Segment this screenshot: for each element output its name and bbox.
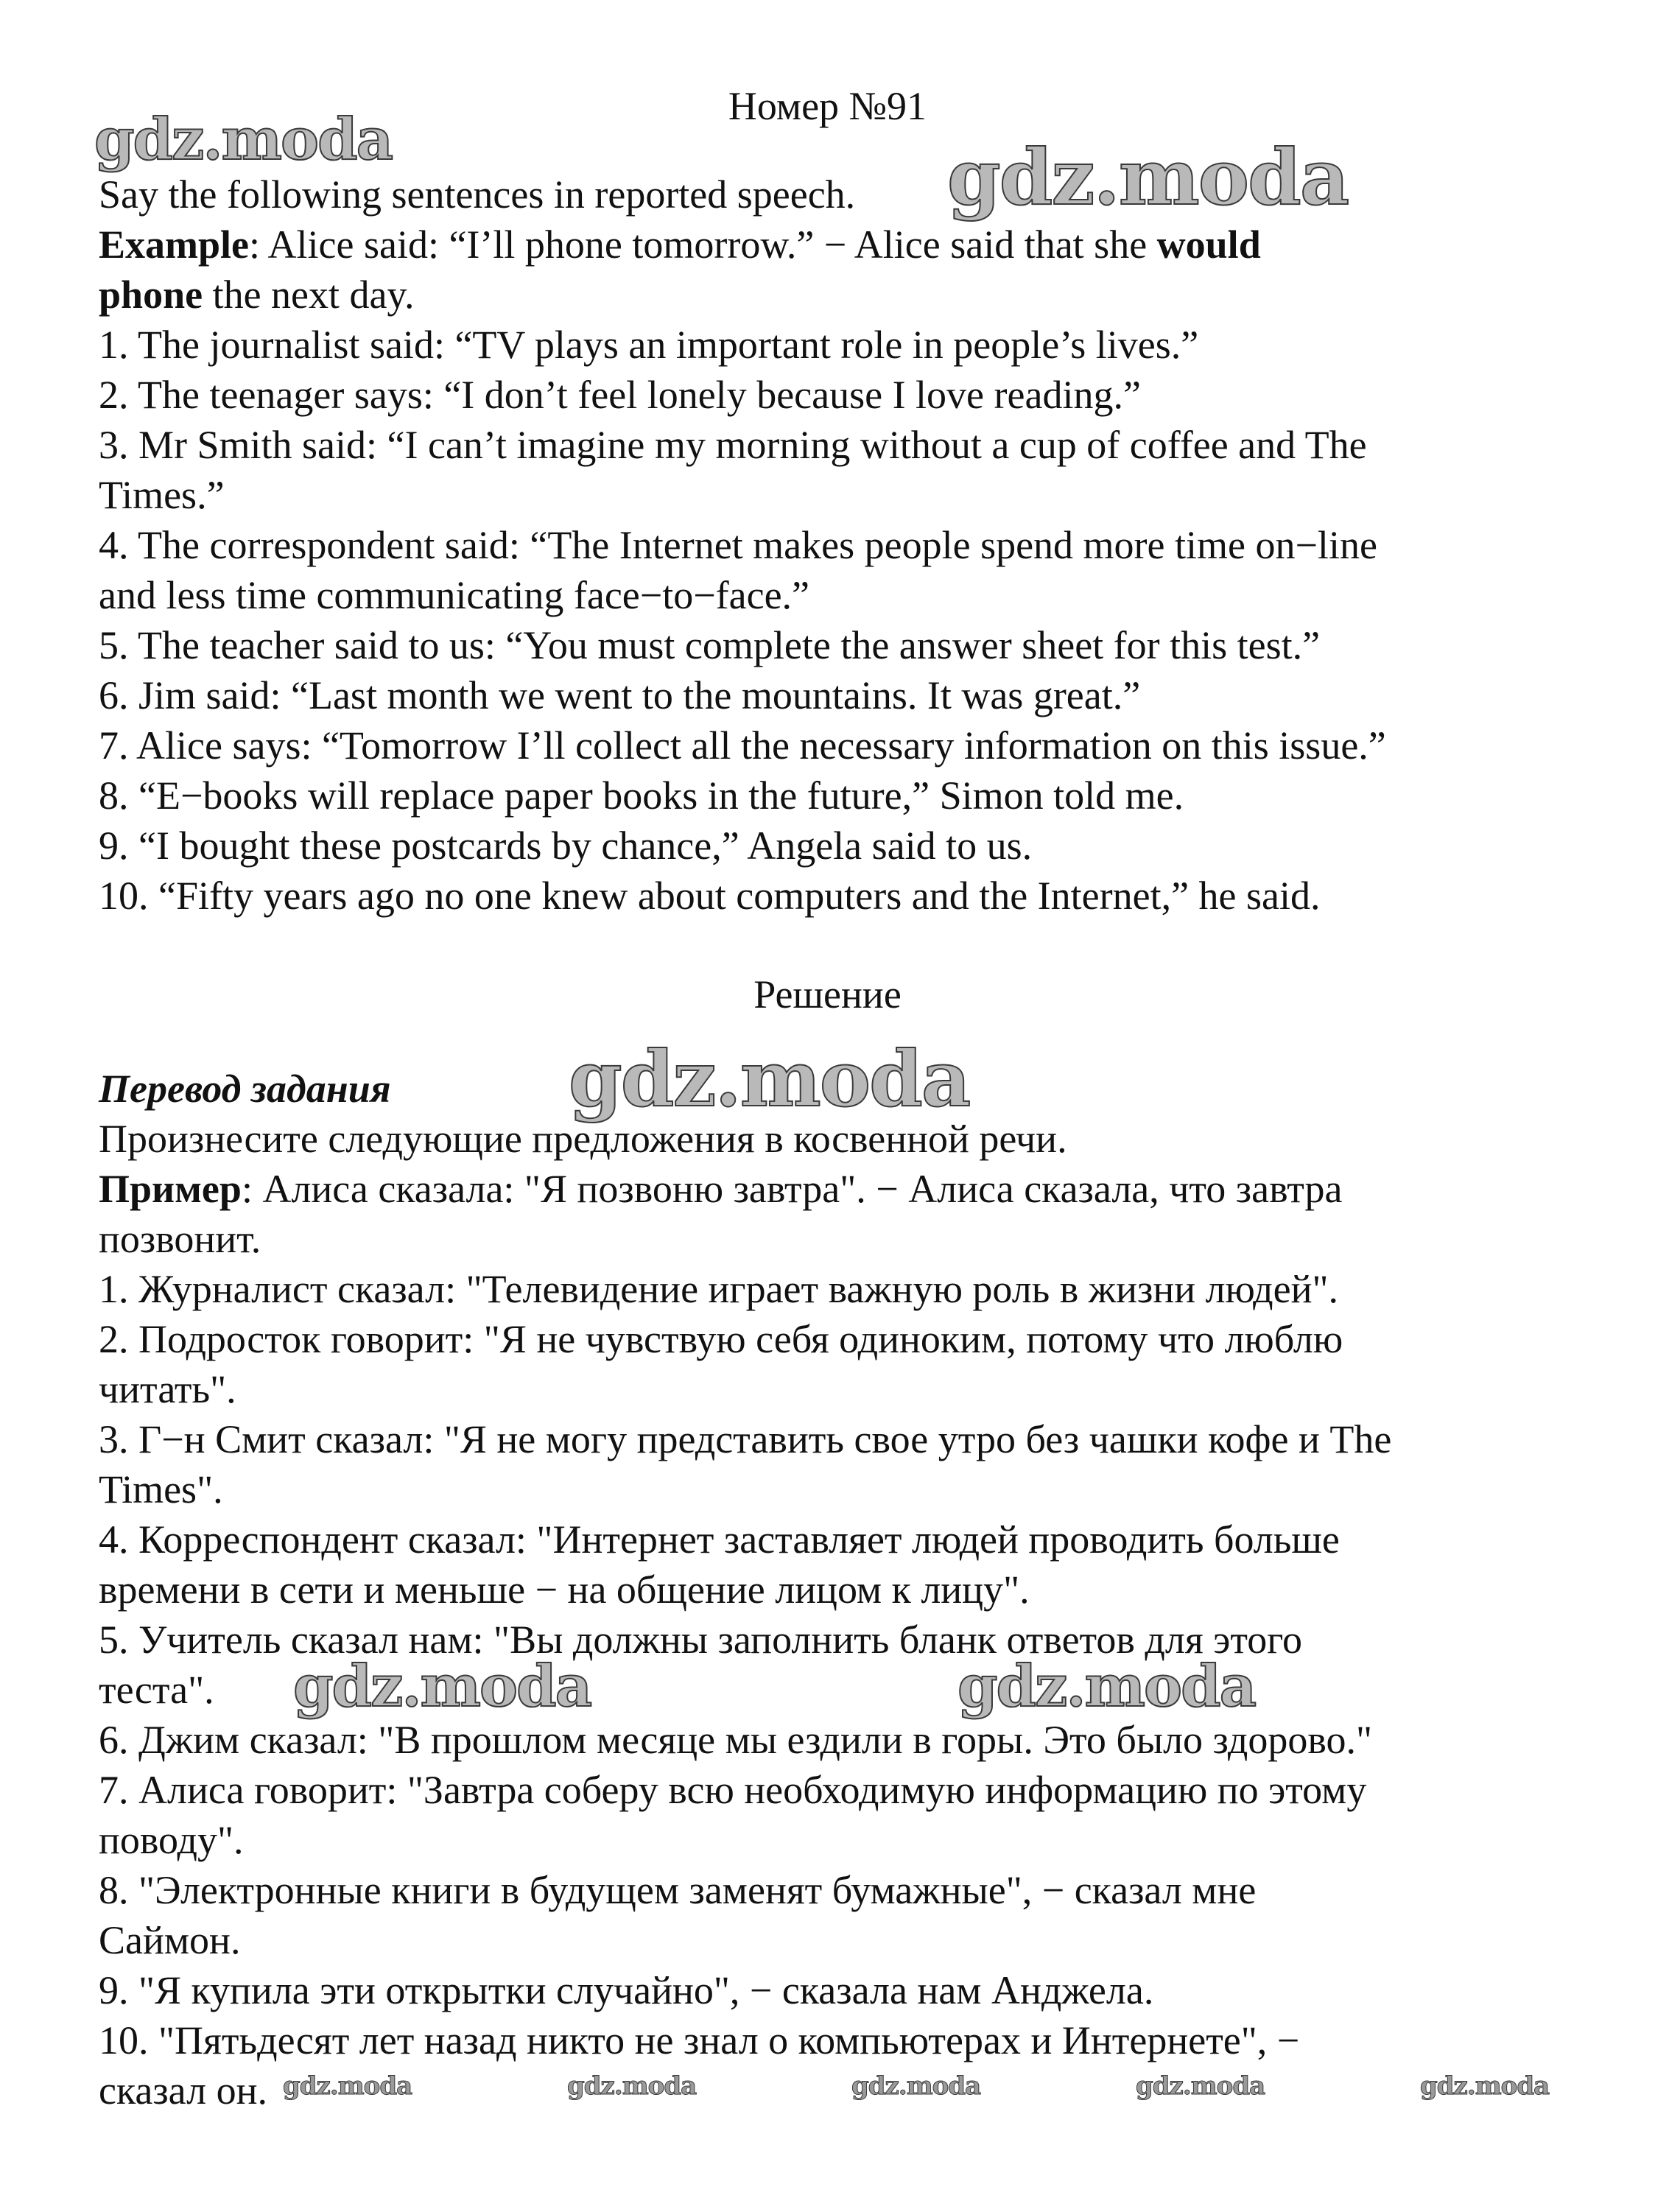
task-example-line-2 [99,271,414,318]
solution-example-label: Пример [99,1167,242,1211]
solution-example-line-1 [99,1165,1342,1212]
task-line: 1. The journalist said: “TV plays an important role in people’s lives.” [99,323,1199,367]
solution-intro: Произнесите следующие предложения в косвенной речи. [99,1117,1067,1161]
solution-line: 3. Г−н Смит сказал: "Я не могу представить свое утро без чашки кофе и The [99,1417,1392,1461]
solution-example-line-2: позвонит. [99,1217,261,1261]
watermark-logo: gdz.moda [293,1653,591,1720]
solution-line: 2. Подросток говорит: "Я не чувствую себя одиноким, потому что люблю [99,1317,1343,1361]
task-example-bold-a: would [1156,222,1261,267]
solution-line: читать". [99,1367,236,1411]
solution-line: 6. Джим сказал: "В прошлом месяце мы ездили в горы. Это было здорово." [99,1718,1373,1762]
solution-line: Саймон. [99,1918,241,1962]
solution-example-text-a: : Алиса сказала: "Я позвоню завтра". − Алиса сказала, что завтра [241,1167,1343,1211]
watermark-logo: gdz.moda [94,106,393,173]
task-line: 8. “E−books will replace paper books in the future,” Simon told me. [99,773,1184,818]
task-example-line-1 [99,221,1261,268]
task-line: 10. “Fifty years ago no one knew about computers and the Internet,” he said. [99,874,1321,918]
task-example-bold-b: phone [99,273,203,317]
task-intro: Say the following sentences in reported speech. [99,172,856,217]
solution-line: сказал он. [99,2068,267,2113]
solution-line: Times". [99,1467,223,1511]
watermark-logo: gdz.moda [1420,2071,1550,2101]
task-line: Times.” [99,473,225,517]
solution-line: 10. "Пятьдесят лет назад никто не знал о компьютерах и Интернете", − [99,2018,1300,2062]
solution-line: 4. Корреспондент сказал: "Интернет заставляет людей проводить больше [99,1517,1340,1562]
solution-line: 5. Учитель сказал нам: "Вы должны заполнить бланк ответов для этого [99,1618,1303,1662]
solution-line: 7. Алиса говорит: "Завтра соберу всю необходимую информацию по этому [99,1768,1367,1812]
watermark-logo: gdz.moda [569,1033,970,1124]
task-line: 4. The correspondent said: “The Internet makes people spend more time on−line [99,523,1377,567]
task-line: 9. “I bought these postcards by chance,” Angela said to us. [99,824,1033,868]
solution-line: теста". [99,1668,214,1712]
task-line: 7. Alice says: “Tomorrow I’ll collect all the necessary information on this issue.” [99,723,1386,768]
task-example-text-b: the next day. [203,273,415,317]
solution-line: 8. "Электронные книги в будущем заменят бумажные", − сказал мне [99,1868,1257,1912]
task-line: 3. Mr Smith said: “I can’t imagine my morning without a cup of coffee and The [99,423,1367,467]
task-line: 5. The teacher said to us: “You must complete the answer sheet for this test.” [99,623,1321,667]
watermark-logo: gdz.moda [283,2071,412,2101]
page-title: Номер №91 [728,84,927,128]
task-example-text-a: : Alice said: “I’ll phone tomorrow.” − Alice said that she [249,222,1157,267]
solution-heading: Решение [753,972,902,1017]
task-line: 6. Jim said: “Last month we went to the mountains. It was great.” [99,673,1141,717]
watermark-logo: gdz.moda [851,2071,981,2101]
solution-line: времени в сети и меньше − на общение лицом к лицу". [99,1567,1030,1612]
task-example-label: Example [99,222,250,267]
solution-line: 9. "Я купила эти открытки случайно", − сказала нам Анджела. [99,1968,1154,2012]
solution-line: поводу". [99,1818,244,1862]
watermark-logo: gdz.moda [567,2071,697,2101]
watermark-logo: gdz.moda [1136,2071,1265,2101]
watermark-logo: gdz.moda [957,1653,1256,1720]
solution-line: 1. Журналист сказал: "Телевидение играет важную роль в жизни людей". [99,1267,1339,1311]
task-line: 2. The teenager says: “I don’t feel lonely because I love reading.” [99,373,1141,417]
translation-heading: Перевод задания [99,1067,391,1111]
task-line: and less time communicating face−to−face.” [99,573,810,617]
watermark-logo: gdz.moda [947,132,1349,222]
